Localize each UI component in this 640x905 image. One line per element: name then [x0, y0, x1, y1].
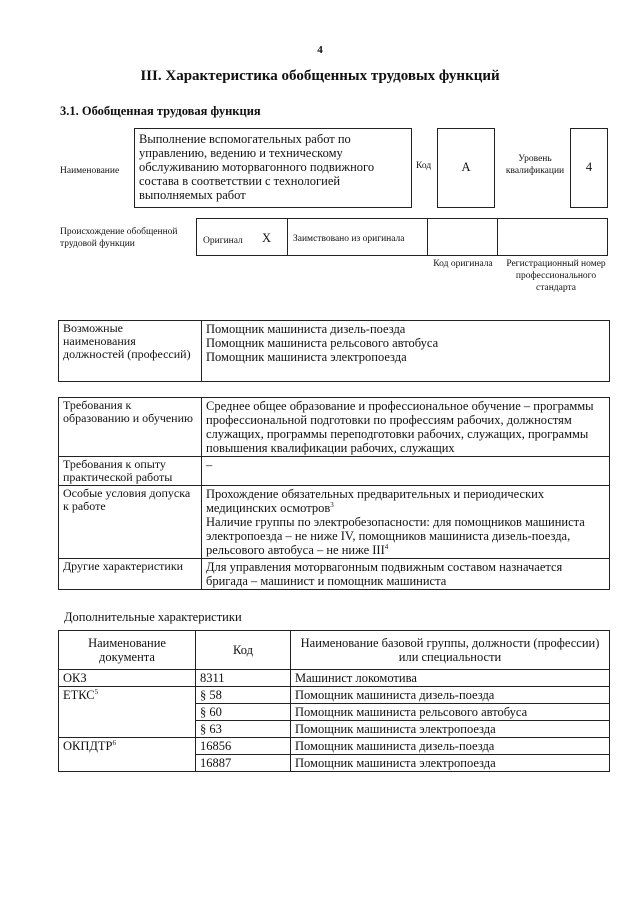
- code-box: [437, 128, 495, 208]
- position-item: Помощник машиниста электропоезда: [206, 350, 407, 364]
- doc-cell: ОКЗ: [59, 670, 196, 687]
- footnote-ref: 6: [112, 738, 117, 747]
- header-cell: Наименование базовой группы, должности (профессии) или специальности: [291, 631, 610, 670]
- doc-cell: ЕТКС$^5$: [59, 687, 196, 738]
- section-title: III. Характеристика обобщенных трудовых функций: [140, 68, 500, 84]
- name-cell: Помощник машиниста дизель-поезда: [291, 687, 610, 704]
- origin-label: Происхождение обобщенной трудовой функции: [60, 227, 178, 249]
- code-cell: 8311: [196, 670, 291, 687]
- req-label: Другие характеристики: [59, 559, 202, 590]
- code-original-caption: Код оригинала: [433, 259, 493, 269]
- code-cell: § 58: [196, 687, 291, 704]
- gtf-name-value: Выполнение вспомогательных работ по управлению, ведению и техническому обслуживанию моторвагонного подвижного состава в соответствии с технологией выполняемых работ: [139, 132, 375, 202]
- original-label: Оригинал: [203, 236, 243, 246]
- footnote-ref: 3: [330, 500, 334, 509]
- code-value: А: [461, 160, 471, 174]
- req-value: [202, 486, 610, 559]
- req-value: Для управления моторвагонным подвижным составом назначается бригада – машинист и помощник машиниста: [202, 559, 610, 590]
- page-number: 4: [317, 44, 323, 56]
- divider: [287, 218, 288, 256]
- additional-title: Дополнительные характеристики: [64, 610, 242, 624]
- level-label: Уровень квалификации: [505, 154, 565, 176]
- divider: [497, 218, 498, 256]
- req-label: Требования к опыту практической работы: [59, 457, 202, 486]
- name-cell: Помощник машиниста рельсового автобуса: [291, 704, 610, 721]
- position-item: Помощник машиниста дизель-поезда: [206, 322, 406, 336]
- doc-cell: ОКПДТР$^6$: [59, 738, 196, 772]
- req-value: –: [202, 457, 610, 486]
- name-cell: Помощник машиниста дизель-поезда: [291, 738, 610, 755]
- subsection-title: 3.1. Обобщенная трудовая функция: [60, 104, 261, 118]
- positions-label: Возможные наименования должностей (профессий): [59, 321, 202, 382]
- code-cell: 16856: [196, 738, 291, 755]
- footnote-ref: 4: [384, 542, 389, 551]
- code-cell: 16887: [196, 755, 291, 772]
- code-cell: § 60: [196, 704, 291, 721]
- level-value: 4: [585, 160, 593, 174]
- footnote-ref: 5: [94, 687, 99, 696]
- req-label: Особые условия допуска к работе: [59, 486, 202, 559]
- code-label: Код: [416, 161, 432, 171]
- req-text: Наличие группы по электробезопасности: для помощников машиниста электропоезда – не ниже IV, помощников машиниста дизель-поезда, рельсового автобуса – не ниже III: [206, 515, 585, 557]
- name-cell: Помощник машиниста электропоезда: [291, 755, 610, 772]
- additional-table: [58, 630, 610, 772]
- positions-table: [58, 320, 610, 382]
- reg-number-caption: Регистрационный номер профессионального стандарта: [506, 259, 606, 293]
- header-cell: Код: [196, 631, 291, 670]
- original-mark: Х: [262, 231, 272, 245]
- divider: [427, 218, 428, 256]
- requirements-table: [58, 397, 610, 590]
- req-label: Требования к образованию и обучению: [59, 398, 202, 457]
- gtf-name-box: [134, 128, 412, 208]
- req-text: Прохождение обязательных предварительных и периодических медицинских осмотров: [206, 487, 545, 515]
- header-cell: Наименование документа: [59, 631, 196, 670]
- position-item: Помощник машиниста рельсового автобуса: [206, 336, 439, 350]
- borrowed-label: Заимствовано из оригинала: [293, 234, 405, 244]
- positions-values: [202, 321, 610, 382]
- req-value: Среднее общее образование и профессиональное обучение – программы профессиональной подготовки по профессиям рабочих, должностям служащих, программы переподготовки рабочих, служащих, программы повышения квалификации рабочих, служащих: [202, 398, 610, 457]
- name-cell: Помощник машиниста электропоезда: [291, 721, 610, 738]
- level-box: [570, 128, 608, 208]
- code-cell: § 63: [196, 721, 291, 738]
- name-label: Наименование: [60, 166, 120, 176]
- name-cell: Машинист локомотива: [291, 670, 610, 687]
